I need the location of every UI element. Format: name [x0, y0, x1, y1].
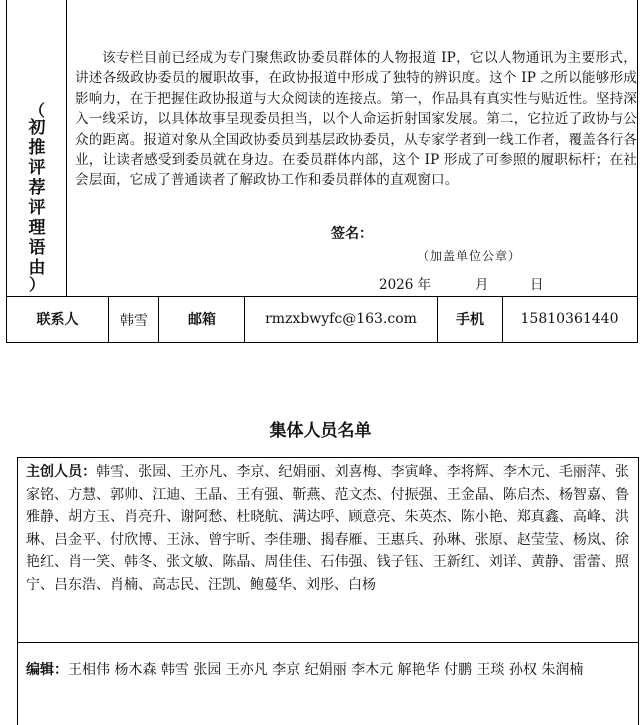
label-char: 理 [28, 218, 46, 238]
label-char: 由 [28, 258, 46, 278]
date-year: 2026 年 [379, 277, 432, 293]
email-label: 邮箱 [160, 296, 245, 342]
phone-label: 手机 [438, 296, 503, 342]
label-char: 语 [28, 238, 46, 258]
creators-cell [18, 458, 638, 643]
label-paren-close: ） [28, 275, 45, 294]
label-char: 评 [28, 198, 46, 218]
contact-name: 韩雪 [109, 296, 159, 342]
label-char: 初 [28, 118, 46, 138]
creators-list [26, 461, 629, 596]
contact-label: 联系人 [7, 296, 109, 342]
label-char: 荐 [28, 178, 46, 198]
date-month: 月 [475, 277, 489, 293]
email-value: rmzxbwyfc@163.com [245, 296, 438, 342]
signature-label: 签名： [331, 226, 373, 242]
label-char: 推 [28, 138, 46, 158]
creators-names: 韩雪、张园、王亦凡、李京、纪娟丽、刘喜梅、李寅峰、李将辉、李木元、毛丽萍、张家铭、方慧、郭帅、江迪、王晶、王有强、靳燕、范文杰、付振强、王金晶、陈启杰、杨智嘉、鲁雅静、胡方玉、肖亮升、谢阿愁、杜晓航、满达呼、顾意亮、朱英杰、陈小艳、郑真鑫、高峰、洪琳、吕金平、付欣博、王泳、曾宇昕、李佳珊、揭春雁、王惠兵、孙琳、张原、赵莹莹、杨岚、徐艳红、肖一笑、韩冬、张文敏、陈晶、周佳佳、石伟强、钱子钰、王新红、刘详、黄静、雷蕾、照宁、吕东浩、肖楠、高志民、汪凯、鲍蔓华、刘彤、白杨 [26, 464, 630, 593]
section-title: 集体人员名单 [269, 421, 372, 441]
stamp-note: （加盖单位公章） [417, 249, 522, 263]
recommendation-label [17, 101, 57, 294]
recommendation-label-cell [7, 0, 67, 296]
editors-names: 王相伟 杨木森 韩雪 张园 王亦凡 李京 纪娟丽 李木元 解艳华 付鹏 王琰 孙权 朱润楠 [68, 662, 584, 678]
editors-label: 编辑： [26, 662, 68, 678]
label-paren-open: （ [28, 101, 45, 120]
editors-list [26, 653, 629, 688]
label-char: 评 [28, 158, 46, 178]
date-day: 日 [530, 277, 544, 293]
members-box [17, 457, 639, 725]
recommendation-table [6, 0, 638, 297]
recommendation-body [67, 0, 637, 296]
contact-row [6, 296, 638, 343]
creators-label: 主创人员： [26, 464, 97, 480]
phone-value: 15810361440 [520, 311, 619, 327]
recommendation-text: 该专栏目前已经成为专门聚焦政协委员群体的人物报道 IP，它以人物通讯为主要形式，讲述各级政协委员的履职故事，在政协报道中形成了独特的辨识度。这个 IP 之所以能够形成影响力，在于把握住政协报道与大众阅读的连接点。第一，作品具有真实性与贴近性。坚持深入一线采访，以具体故事呈现委员担当，以个人命运折射国家发展。第二，它拉近了政协与公众的距离。报道对象从全国政协委员到基层政协委员，从专家学者到一线工作者，覆盖各行各业，让读者感受到委员就在身边。在委员群体内部，这个 IP 形成了可参照的履职标杆；在社会层面，它成了普通读者了解政协工作和委员群体的直观窗口。 [75, 50, 637, 189]
